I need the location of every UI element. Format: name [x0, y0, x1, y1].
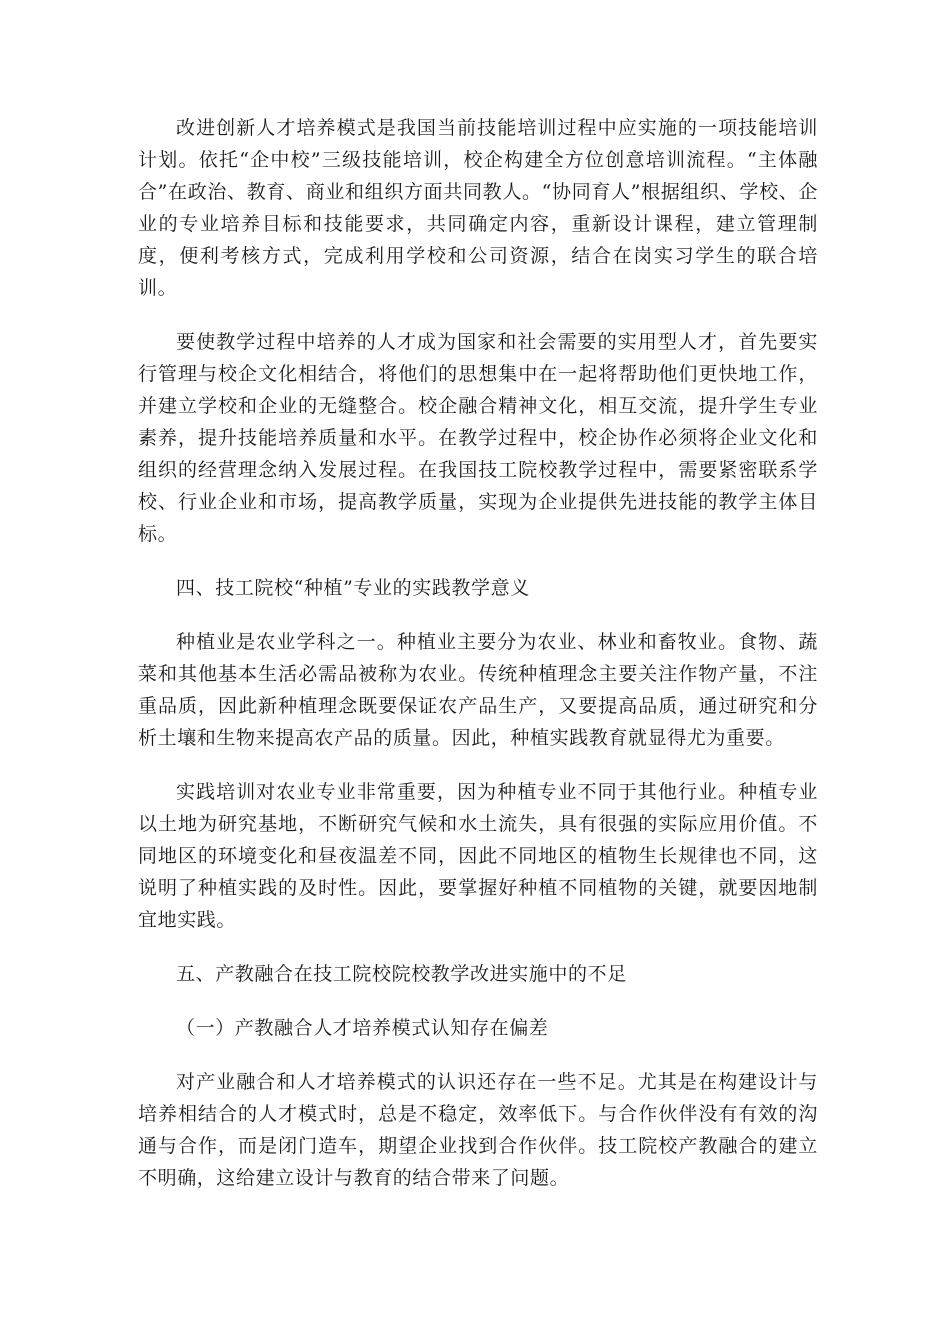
section-heading-4: 四、技工院校“种植”专业的实践教学意义 [176, 577, 530, 599]
document-page [138, 112, 818, 1216]
paragraph-talent-training-model: 改进创新人才培养模式是我国当前技能培训过程中应实施的一项技能培训计划。依托“企中校”三级技能培训，校企构建全方位创意培训流程。“主体融合”在政治、教育、商业和组织方面共同教人。“协同育人”根据组织、学校、企业的专业培养目标和技能要求，共同确定内容，重新设计课程，建立管理制度，便利考核方式，完成利用学校和公司资源，结合在岗实习学生的联合培训。 [138, 117, 818, 299]
section-heading-5: 五、产教融合在技工院校院校教学改进实施中的不足 [176, 963, 627, 985]
paragraph-practice-training: 实践培训对农业专业非常重要，因为种植专业不同于其他行业。种植专业以土地为研究基地，不断研究气候和水土流失，具有很强的实际应用价值。不同地区的环境变化和昼夜温差不同，因此不同地区的植物生长规律也不同，这说明了种植实践的及时性。因此，要掌握好种植不同植物的关键，就要因地制宜地实践。 [138, 781, 818, 931]
paragraph-school-enterprise-culture: 要使教学过程中培养的人才成为国家和社会需要的实用型人才，首先要实行管理与校企文化相结合，将他们的思想集中在一起将帮助他们更快地工作，并建立学校和企业的无缝整合。校企融合精神文化，相互交流，提升学生专业素养，提升技能培养质量和水平。在教学过程中，校企协作必须将企业文化和组织的经营理念纳入发展过程。在我国技工院校教学过程中，需要紧密联系学校、行业企业和市场，提高教学质量，实现为企业提供先进技能的教学主体目标。 [138, 331, 818, 545]
subsection-heading-5-1: （一）产教融合人才培养模式认知存在偏差 [176, 1017, 549, 1039]
paragraph-planting-industry: 种植业是农业学科之一。种植业主要分为农业、林业和畜牧业。食物、蔬菜和其他基本生活必需品被称为农业。传统种植理念主要关注作物产量，不注重品质，因此新种植理念既要保证农产品生产，又要提高品质，通过研究和分析土壤和生物来提高农产品的质量。因此，种植实践教育就显得尤为重要。 [138, 631, 818, 749]
paragraph-cognition-deviation: 对产业融合和人才培养模式的认识还存在一些不足。尤其是在构建设计与培养相结合的人才模式时，总是不稳定，效率低下。与合作伙伴没有有效的沟通与合作，而是闭门造车，期望企业找到合作伙伴。技工院校产教融合的建立不明确，这给建立设计与教育的结合带来了问题。 [138, 1071, 818, 1189]
